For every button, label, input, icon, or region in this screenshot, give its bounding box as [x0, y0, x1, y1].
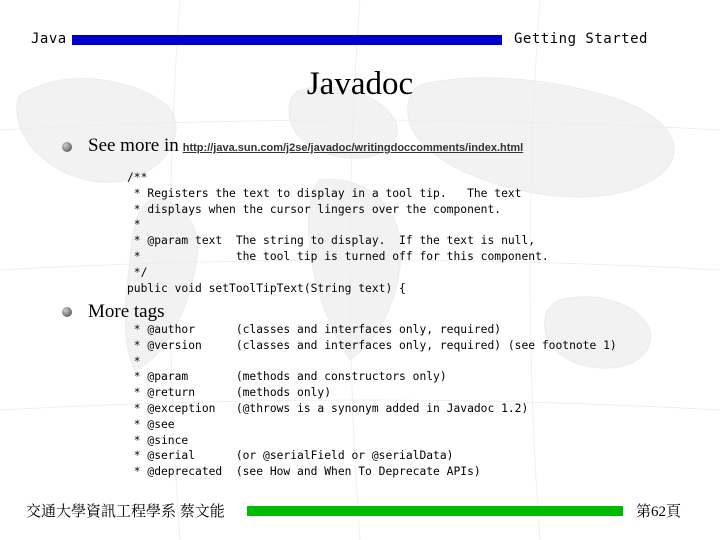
code-line: * displays when the cursor lingers over the component.	[127, 202, 502, 216]
code-line: * @see	[127, 417, 175, 431]
code-line: *	[127, 354, 141, 368]
code-line: public void setToolTipText(String text) {	[127, 281, 406, 295]
code-block-example	[127, 170, 549, 296]
code-line: * @exception (@throws is a synonym added in Javadoc 1.2)	[127, 401, 529, 415]
code-block-tags	[127, 322, 617, 480]
code-line: /**	[127, 171, 148, 184]
code-line: *	[127, 218, 141, 232]
bullet-see-more	[88, 135, 523, 157]
bullet-more-tags: More tags	[88, 301, 165, 322]
footer-divider-bar	[247, 506, 623, 516]
code-line: * @since	[127, 433, 189, 447]
footer-page-number: 第62頁	[636, 504, 682, 520]
code-line: * @return (methods only)	[127, 386, 332, 400]
header-divider-bar	[72, 35, 502, 45]
bullet-see-more-label: See more in	[88, 135, 179, 156]
code-line: * the tool tip is turned off for this component.	[127, 249, 549, 263]
bullet-icon	[62, 307, 72, 317]
code-line: * @serial (or @serialField or @serialData)	[127, 449, 454, 463]
bullet-icon	[62, 142, 72, 152]
header-course-label: Java	[31, 31, 67, 47]
code-line: */	[127, 265, 148, 279]
code-line: * @param text The string to display. If the text is null,	[127, 234, 536, 248]
code-line: * @param (methods and constructors only)	[127, 370, 447, 384]
code-line: * Registers the text to display in a tool tip. The text	[127, 186, 522, 200]
code-line: * @deprecated (see How and When To Deprecate APIs)	[127, 465, 481, 479]
code-line: * @version (classes and interfaces only, required) (see footnote 1)	[127, 338, 617, 352]
code-line: * @author (classes and interfaces only, required)	[127, 323, 502, 336]
footer-department-label: 交通大學資訊工程學系 蔡文能	[26, 504, 225, 520]
slide-title: Javadoc	[306, 66, 414, 102]
header-section-label: Getting Started	[514, 31, 648, 47]
javadoc-doc-link[interactable]: http://java.sun.com/j2se/javadoc/writingdoccomments/index.html	[182, 142, 524, 154]
